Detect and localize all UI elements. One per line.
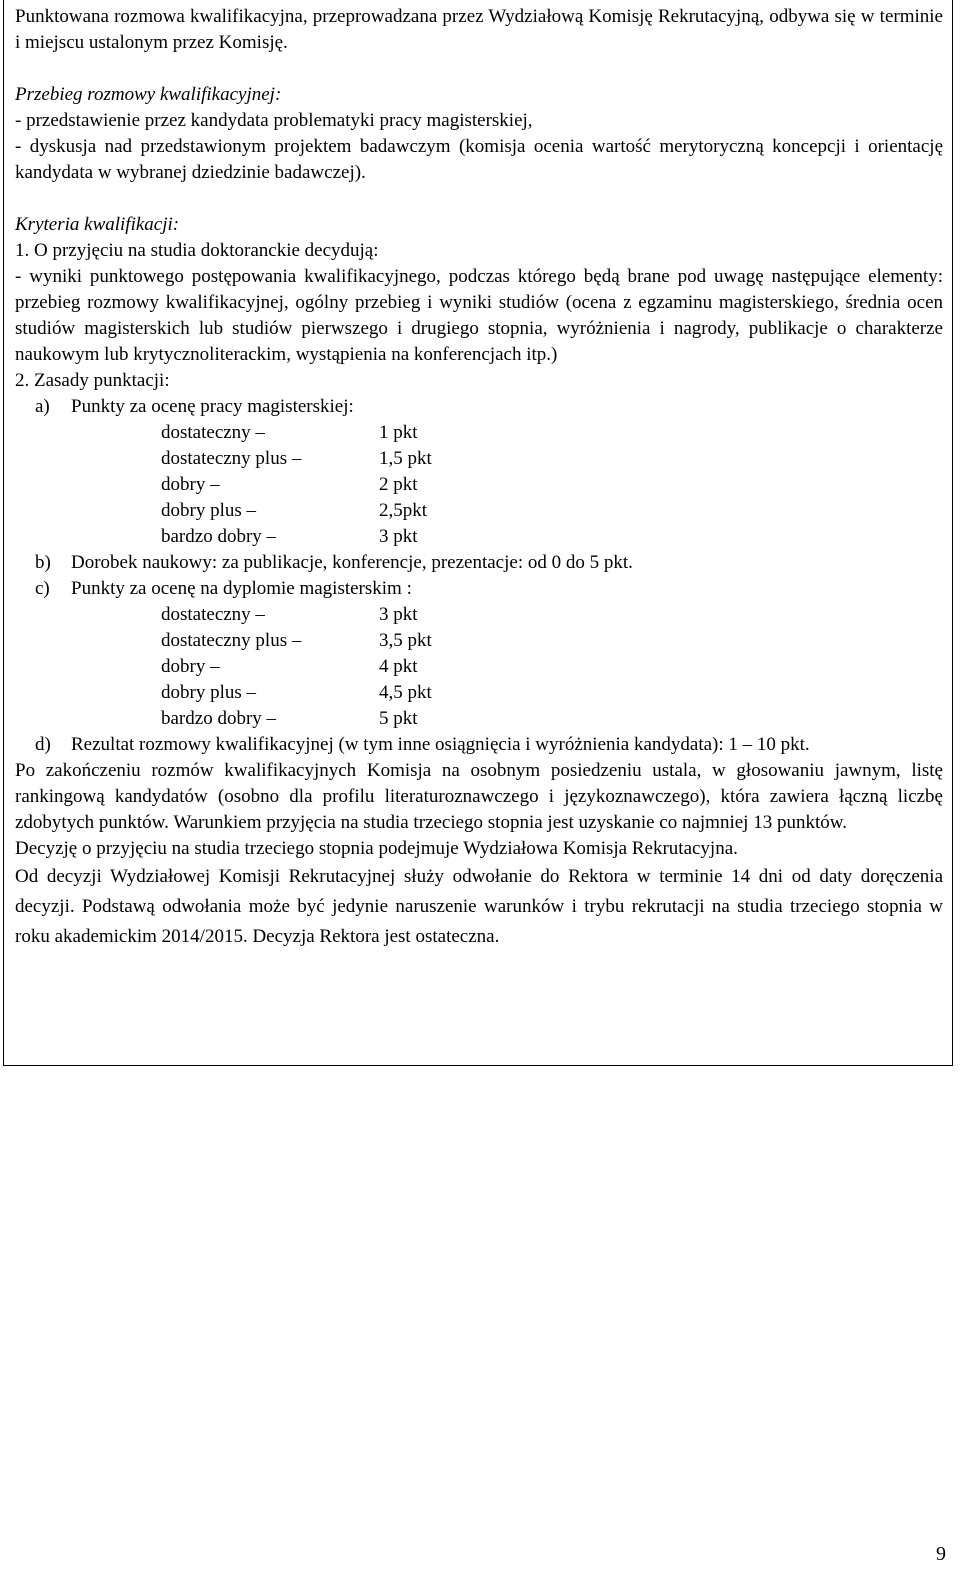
item-text: Rezultat rozmowy kwalifikacyjnej (w tym inne osiągnięcia i wyróżnienia kandydata): 1 – 10 pkt.	[71, 734, 810, 755]
decision-paragraph: Decyzję o przyjęciu na studia trzeciego stopnia podejmuje Wydziałowa Komisja Rekrutacyjna.	[15, 838, 738, 859]
grade-points: 1 pkt	[379, 422, 418, 443]
grade-points: 4 pkt	[379, 656, 418, 677]
grade-row	[15, 602, 943, 628]
criteria-item-d	[15, 732, 943, 758]
criteria-item-b	[15, 550, 943, 576]
spacer	[15, 186, 943, 212]
spacer	[15, 56, 943, 82]
grade-row	[15, 680, 943, 706]
grade-points: 3 pkt	[379, 604, 418, 625]
grade-name: bardzo dobry –	[161, 708, 277, 729]
grade-points: 3 pkt	[379, 526, 418, 547]
grade-row	[15, 654, 943, 680]
interview-heading: Przebieg rozmowy kwalifikacyjnej:	[15, 84, 282, 105]
document-body	[15, 4, 943, 952]
grade-name: dobry plus –	[161, 682, 256, 703]
grade-points: 3,5 pkt	[379, 630, 432, 651]
interview-item-1: - przedstawienie przez kandydata problematyki pracy magisterskiej,	[15, 110, 533, 131]
grade-points: 5 pkt	[379, 708, 418, 729]
grade-row	[15, 706, 943, 732]
item-label: b)	[35, 552, 51, 573]
grade-name: bardzo dobry –	[161, 526, 277, 547]
grade-points: 4,5 pkt	[379, 682, 432, 703]
grade-row	[15, 498, 943, 524]
grade-name: dobry plus –	[161, 500, 256, 521]
grade-row	[15, 472, 943, 498]
grades-list-thesis	[15, 420, 943, 550]
criteria-point-2-title: 2. Zasady punktacji:	[15, 370, 170, 391]
grade-points: 1,5 pkt	[379, 448, 432, 469]
grade-row	[15, 446, 943, 472]
item-label: a)	[35, 396, 50, 417]
criteria-heading: Kryteria kwalifikacji:	[15, 214, 180, 235]
grade-name: dobry –	[161, 656, 220, 677]
item-text: Dorobek naukowy: za publikacje, konferencje, prezentacje: od 0 do 5 pkt.	[71, 552, 633, 573]
grade-row	[15, 420, 943, 446]
grade-row	[15, 628, 943, 654]
grade-points: 2 pkt	[379, 474, 418, 495]
criteria-point-1-title: 1. O przyjęciu na studia doktoranckie decydują:	[15, 240, 379, 261]
intro-paragraph: Punktowana rozmowa kwalifikacyjna, przeprowadzana przez Wydziałową Komisję Rekrutacyjną, odbywa się w terminie i miejscu ustalonym przez Komisję.	[15, 6, 943, 53]
interview-item-2: - dyskusja nad przedstawionym projektem badawczym (komisja ocenia wartość merytoryczną koncepcji i orientację kandydata w wybranej dziedzinie badawczej).	[15, 136, 943, 183]
grade-name: dostateczny –	[161, 422, 265, 443]
item-text: Punkty za ocenę na dyplomie magisterskim :	[71, 578, 412, 599]
criteria-item-a	[15, 394, 943, 420]
criteria-point-1-text: - wyniki punktowego postępowania kwalifikacyjnego, podczas którego będą brane pod uwagę następujące elementy: przebieg rozmowy kwalifikacyjnej, ogólny przebieg i wyniki studiów (ocena z egzaminu magisterskiego, średnia ocen studiów magisterskich lub studiów pierwszego i drugiego stopnia, wyróżnienia i nagrody, publikacje o charakterze naukowym lub krytycznoliterackim, wystąpienia na konferencjach itp.)	[15, 266, 943, 365]
page-number: 9	[936, 1543, 946, 1565]
appeal-paragraph: Od decyzji Wydziałowej Komisji Rekrutacyjnej służy odwołanie do Rektora w terminie 14 dni od daty doręczenia decyzji. Podstawą odwołania może być jedynie naruszenie warunków i trybu rekrutacji na studia trzeciego stopnia w roku akademickim 2014/2015. Decyzja Rektora jest ostateczna.	[15, 866, 943, 947]
ranking-paragraph: Po zakończeniu rozmów kwalifikacyjnych Komisja na osobnym posiedzeniu ustala, w głosowaniu jawnym, listę rankingową kandydatów (osobno dla profilu literaturoznawczego i językoznawczego), która zawiera łączną liczbę zdobytych punktów. Warunkiem przyjęcia na studia trzeciego stopnia jest uzyskanie co najmniej 13 punktów.	[15, 760, 943, 833]
criteria-item-c	[15, 576, 943, 602]
grades-list-diploma	[15, 602, 943, 732]
grade-name: dobry –	[161, 474, 220, 495]
grade-name: dostateczny –	[161, 604, 265, 625]
grade-name: dostateczny plus –	[161, 448, 302, 469]
item-text: Punkty za ocenę pracy magisterskiej:	[71, 396, 354, 417]
item-label: c)	[35, 578, 50, 599]
grade-name: dostateczny plus –	[161, 630, 302, 651]
item-label: d)	[35, 734, 51, 755]
grade-row	[15, 524, 943, 550]
grade-points: 2,5pkt	[379, 500, 428, 521]
